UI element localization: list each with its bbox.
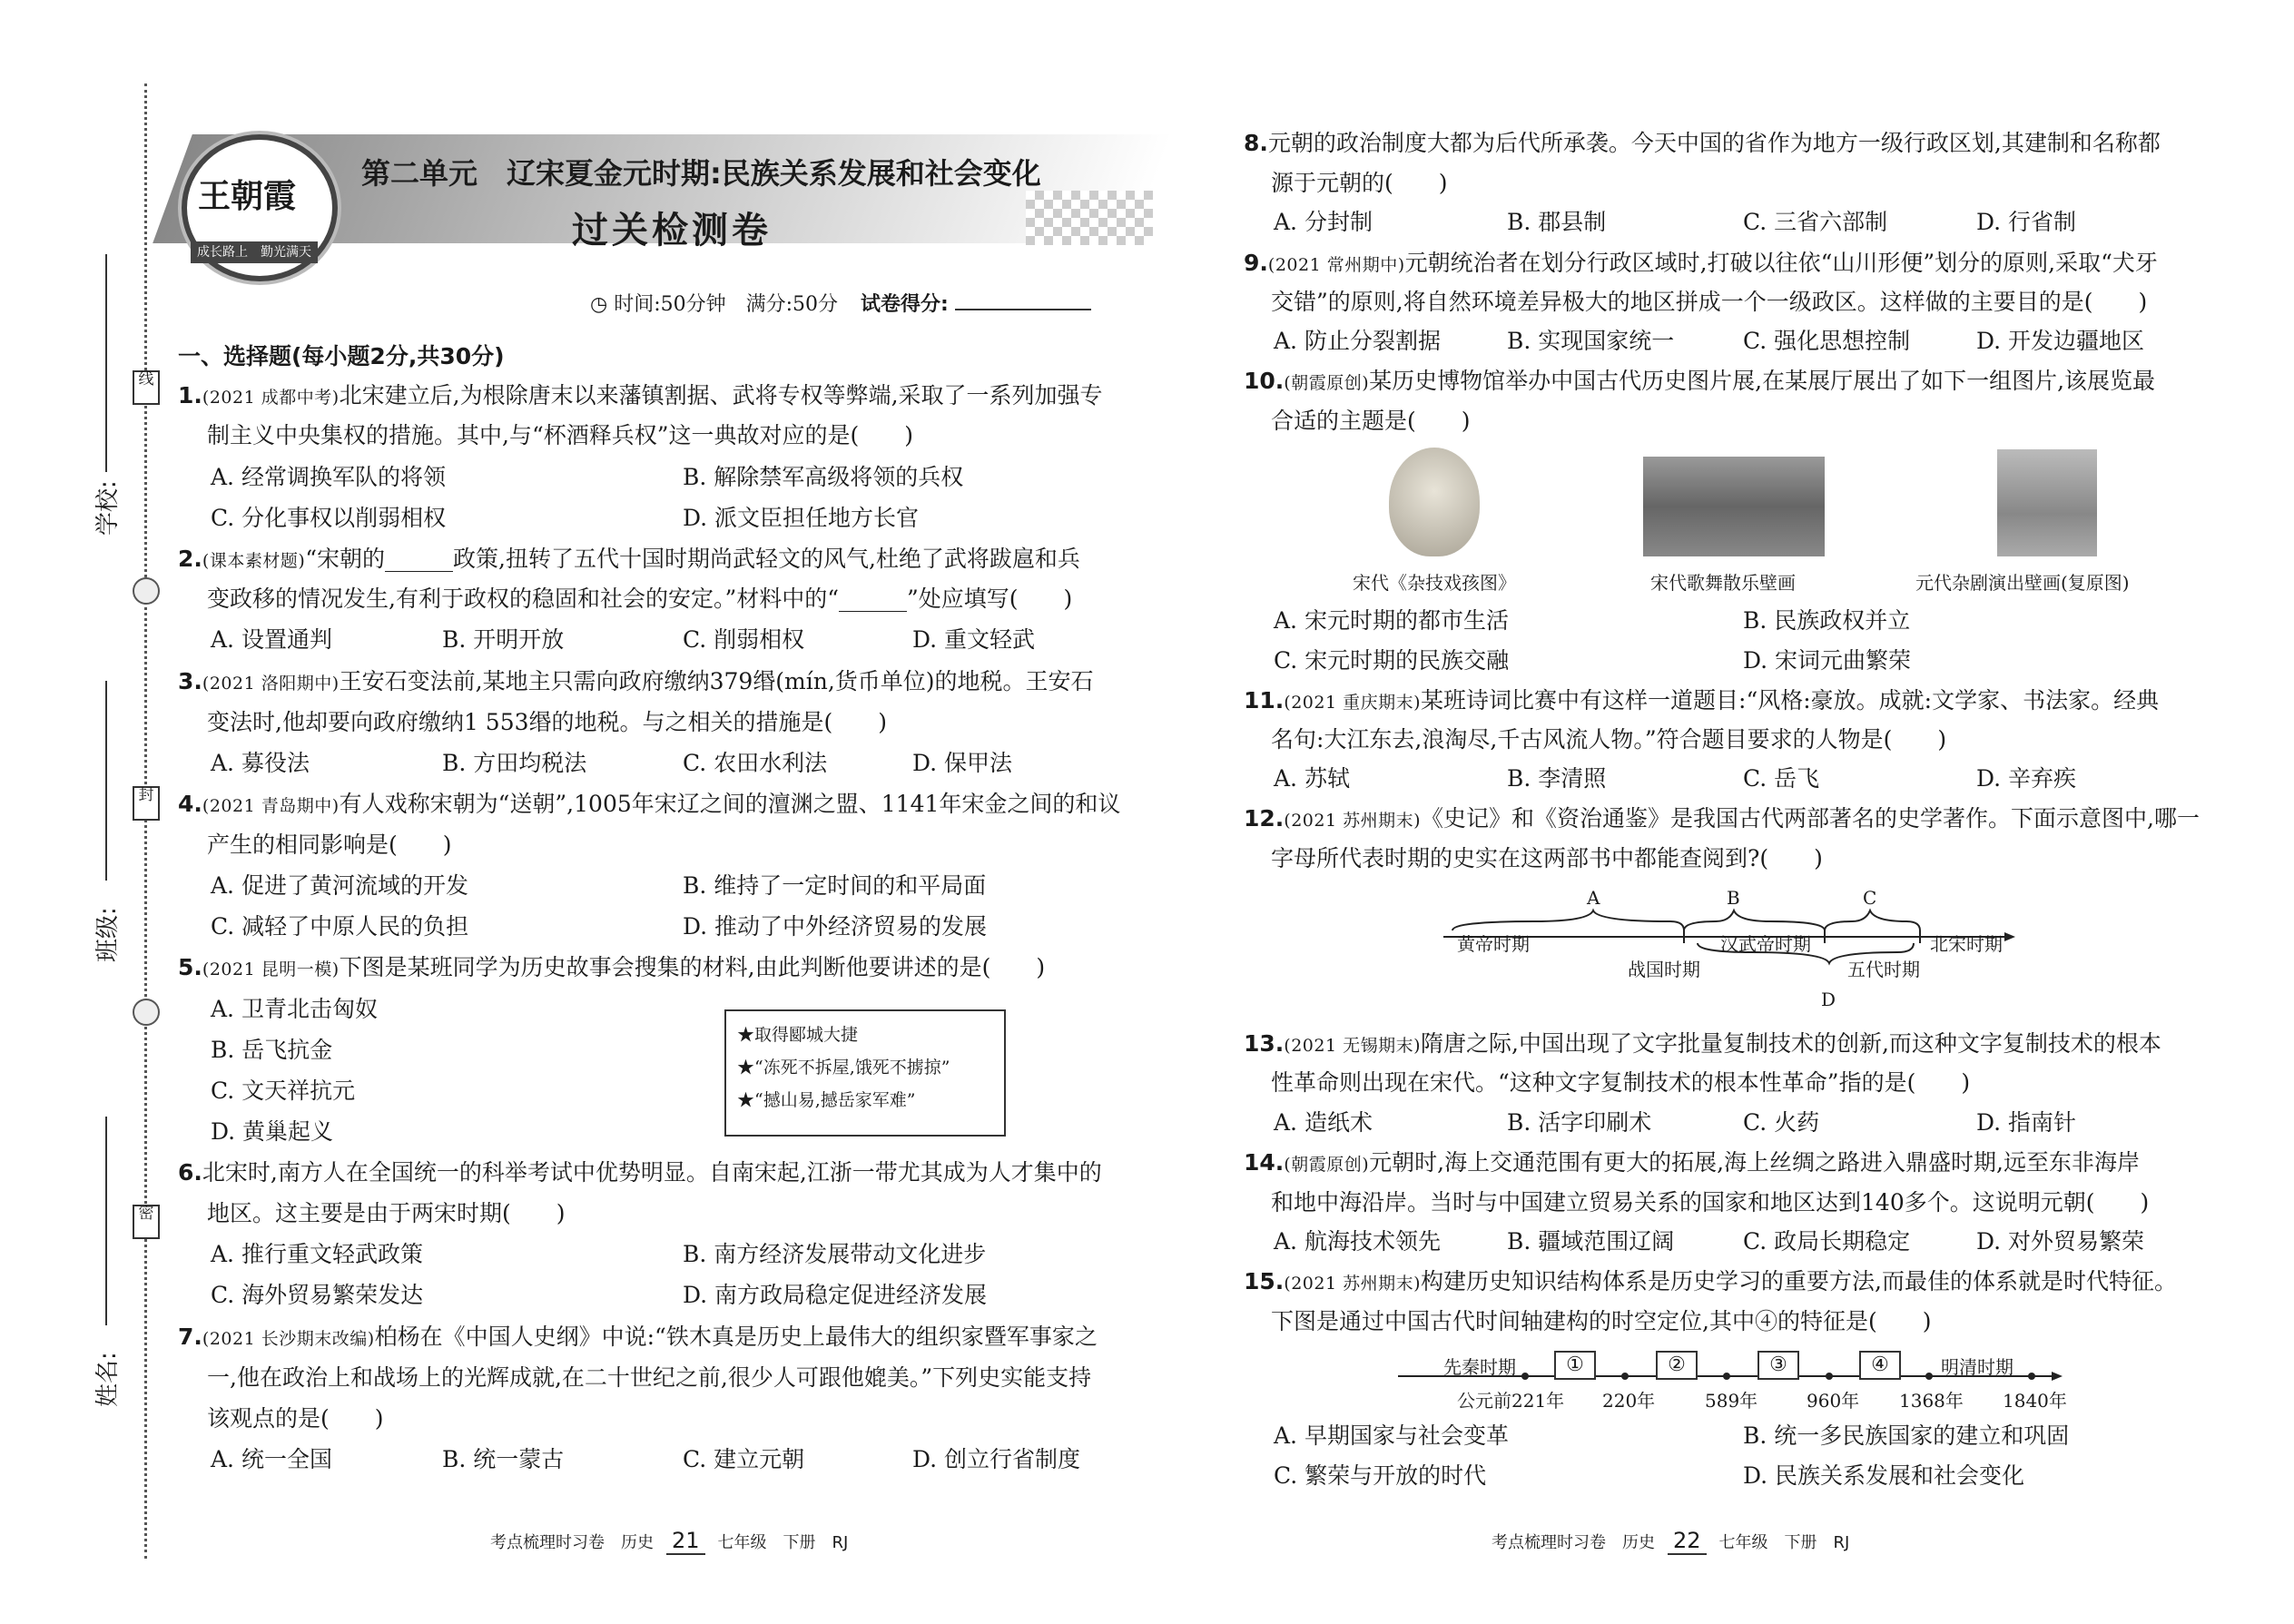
q14-option-c[interactable]: C. 政局长期稳定 (1743, 1228, 1911, 1255)
timeline-period-wudai: 五代时期 (1847, 959, 1920, 980)
image-caption-3: 元代杂剧演出壁画(复原图) (1915, 572, 2130, 594)
timeline-label-a: A (1587, 887, 1600, 909)
question-6-line2: 地区。这主要是由于两宋时期( ) (207, 1200, 566, 1226)
timeline-box-2: ② (1656, 1351, 1698, 1380)
timeline-box-3: ③ (1757, 1351, 1799, 1380)
image-caption-1: 宋代《杂技戏孩图》 (1353, 572, 1516, 594)
q14-option-a[interactable]: A. 航海技术领先 (1274, 1228, 1441, 1255)
test-title: 过关检测卷 (572, 210, 772, 251)
footer-left: 考点梳理时习卷 历史 21 七年级 下册 RJ (490, 1528, 849, 1553)
logo: 王朝霞 成长路上 勤光满天 (172, 134, 354, 271)
q5-option-b[interactable]: B. 岳飞抗金 (211, 1037, 333, 1063)
timeline-period-beisong: 北宋时期 (1930, 933, 2003, 955)
binding-mark-mi: 密 (133, 1205, 160, 1239)
name-blank-line (105, 1117, 107, 1325)
school-label: 学校: (94, 480, 122, 536)
q8-option-d[interactable]: D. 行省制 (1976, 209, 2077, 235)
q15-option-c[interactable]: C. 繁荣与开放的时代 (1274, 1462, 1487, 1489)
timeline-label-c: C (1863, 887, 1877, 909)
q14-option-d[interactable]: D. 对外贸易繁荣 (1976, 1228, 2145, 1255)
timeline-box-1: ① (1554, 1351, 1596, 1380)
song-dance-mural-image (1643, 457, 1825, 556)
image-caption-2: 宋代歌舞散乐壁画 (1650, 572, 1796, 594)
binding-ornament-icon (133, 577, 160, 605)
section-title: 一、选择题(每小题2分,共30分) (178, 343, 505, 369)
page-number-right: 22 (1668, 1528, 1707, 1555)
question-11-line1: 11.(2021 重庆期末)某班诗词比赛中有这样一道题目:“风格:豪放。成就:文学家、书法家。经典 (1244, 687, 2160, 714)
q9-option-c[interactable]: C. 强化思想控制 (1743, 328, 1911, 354)
question-2-line2: 变政移的情况发生,有利于政权的稳固和社会的安定。”材料中的“______”处应填写( ) (207, 586, 1073, 612)
question-1-line2: 制主义中央集权的措施。其中,与“杯酒释兵权”这一典故对应的是( ) (207, 422, 914, 448)
clock-icon: ◷ (590, 293, 608, 316)
timeline-year-589: 589年 (1705, 1390, 1758, 1412)
q13-option-a[interactable]: A. 造纸术 (1274, 1109, 1373, 1136)
q7-option-a[interactable]: A. 统一全国 (211, 1446, 332, 1472)
page-number-left: 21 (666, 1528, 705, 1555)
q10-option-a[interactable]: A. 宋元时期的都市生活 (1274, 607, 1509, 634)
q7-option-b[interactable]: B. 统一蒙古 (442, 1446, 565, 1472)
q10-option-c[interactable]: C. 宋元时期的民族交融 (1274, 647, 1510, 674)
q8-option-c[interactable]: C. 三省六部制 (1743, 209, 1888, 235)
question-8-line2: 源于元朝的( ) (1271, 170, 1448, 196)
q2-option-d[interactable]: D. 重文轻武 (912, 626, 1036, 653)
timeline-year-1840: 1840年 (2003, 1390, 2067, 1412)
question-10-line1: 10.(朝霞原创)某历史博物馆举办中国古代历史图片展,在某展厅展出了如下一组图片,该展览最 (1244, 368, 2156, 394)
question-7-line2: 一,他在政治上和战场上的光辉成就,在二十世纪之前,很少人可跟他媲美。”下列史实能支持 (207, 1364, 1092, 1391)
q9-option-a[interactable]: A. 防止分裂割据 (1274, 328, 1441, 354)
q7-option-c[interactable]: C. 建立元朝 (683, 1446, 805, 1472)
q15-option-b[interactable]: B. 统一多民族国家的建立和巩固 (1743, 1422, 2070, 1449)
q5-material-note: ★取得郾城大捷 ★“冻死不拆屋,饿死不掳掠” ★“撼山易,撼岳家军难” (724, 1009, 1006, 1137)
q11-option-c[interactable]: C. 岳飞 (1743, 765, 1820, 792)
yuan-opera-mural-image (1997, 449, 2097, 556)
question-2-line1: 2.(课本素材题)“宋朝的______政策,扭转了五代十国时期尚武轻文的风气,杜绝了武将跋扈和兵 (178, 546, 1080, 572)
q3-option-a[interactable]: A. 募役法 (211, 750, 310, 776)
question-4-line2: 产生的相同影响是( ) (207, 832, 452, 858)
question-14-line1: 14.(朝霞原创)元朝时,海上交通范围有更大的拓展,海上丝绸之路进入鼎盛时期,远至东非海岸 (1244, 1149, 2140, 1176)
timeline-year-220: 220年 (1602, 1390, 1656, 1412)
question-9-line1: 9.(2021 常州期中)元朝统治者在划分行政区域时,打破以往依“山川形便”划分的原则,采取“犬牙 (1244, 250, 2158, 276)
question-7-line3: 该观点的是( ) (207, 1405, 384, 1432)
q2-option-b[interactable]: B. 开明开放 (442, 626, 565, 653)
timeline-period-hanwudi: 汉武帝时期 (1720, 933, 1811, 955)
q13-option-c[interactable]: C. 火药 (1743, 1109, 1820, 1136)
checker-pattern (1026, 191, 1153, 245)
q11-option-b[interactable]: B. 李清照 (1507, 765, 1607, 792)
q15-option-a[interactable]: A. 早期国家与社会变革 (1274, 1422, 1509, 1449)
question-15-line1: 15.(2021 苏州期末)构建历史知识结构体系是历史学习的重要方法,而最佳的体系就是时代特征。 (1244, 1268, 2177, 1294)
question-14-line2: 和地中海沿岸。当时与中国建立贸易关系的国家和地区达到140多个。这说明元朝( ) (1271, 1189, 2150, 1216)
timeline-box-4: ④ (1859, 1351, 1901, 1380)
q4-option-d[interactable]: D. 推动了中外经济贸易的发展 (683, 913, 988, 940)
q3-option-c[interactable]: C. 农田水利法 (683, 750, 828, 776)
q6-option-c[interactable]: C. 海外贸易繁荣发达 (211, 1282, 424, 1308)
q2-option-c[interactable]: C. 削弱相权 (683, 626, 805, 653)
score-label: 试卷得分: (861, 293, 949, 316)
q1-option-a[interactable]: A. 经常调换军队的将领 (211, 464, 446, 490)
timeline-year-221bc: 公元前221年 (1457, 1390, 1565, 1412)
question-12-line1: 12.(2021 苏州期末)《史记》和《资治通鉴》是我国古代两部著名的史学著作。下面示意图中,哪一 (1244, 805, 2200, 832)
q7-option-d[interactable]: D. 创立行省制度 (912, 1446, 1081, 1472)
class-blank-line (105, 681, 107, 881)
timeline-label-b: B (1727, 887, 1740, 909)
question-1-line1: 1.(2021 成都中考)北宋建立后,为根除唐末以来藩镇割据、武将专权等弊端,采取了一系列加强专 (178, 382, 1103, 408)
class-label: 班级: (94, 907, 122, 962)
q4-option-a[interactable]: A. 促进了黄河流域的开发 (211, 872, 468, 899)
question-9-line2: 交错”的原则,将自然环境差异极大的地区拼成一个一级政区。这样做的主要目的是( ) (1271, 289, 2148, 315)
q1-option-b[interactable]: B. 解除禁军高级将领的兵权 (683, 464, 964, 490)
q5-option-a[interactable]: A. 卫青北击匈奴 (211, 996, 378, 1022)
question-3-line2: 变法时,他却要向政府缴纳1 553缗的地税。与之相关的措施是( ) (207, 709, 888, 735)
q8-option-a[interactable]: A. 分封制 (1274, 209, 1373, 235)
q5-option-c[interactable]: C. 文天祥抗元 (211, 1078, 356, 1104)
question-7-line1: 7.(2021 长沙期末改编)柏杨在《中国人史纲》中说:“铁木真是历史上最伟大的组织家暨军事家之 (178, 1324, 1098, 1350)
test-info: ◷ 时间:50分钟 满分:50分 试卷得分: (590, 289, 1091, 317)
q6-option-a[interactable]: A. 推行重文轻武政策 (211, 1241, 423, 1267)
question-10-line2: 合适的主题是( ) (1271, 408, 1471, 434)
question-4-line1: 4.(2021 青岛期中)有人戏称宋朝为“送朝”,1005年宋辽之间的澶渊之盟、1141年宋金之间的和议 (178, 791, 1121, 817)
binding-ornament-icon (133, 999, 160, 1026)
q1-option-d[interactable]: D. 派文臣担任地方长官 (683, 505, 920, 531)
question-11-line2: 名句:大江东去,浪淘尽,千古风流人物。”符合题目要求的人物是( ) (1271, 726, 1947, 753)
q15-option-d[interactable]: D. 民族关系发展和社会变化 (1743, 1462, 2025, 1489)
q6-option-d[interactable]: D. 南方政局稳定促进经济发展 (683, 1282, 988, 1308)
question-3-line1: 3.(2021 洛阳期中)王安石变法前,某地主只需向政府缴纳379缗(mín,货币单位)的地税。王安石 (178, 668, 1094, 694)
question-8-line1: 8.元朝的政治制度大都为后代所承袭。今天中国的省作为地方一级行政区划,其建制和名称都 (1244, 130, 2161, 156)
q3-option-d[interactable]: D. 保甲法 (912, 750, 1013, 776)
song-acrobatics-painting-image (1389, 448, 1480, 556)
question-15-line2: 下图是通过中国古代时间轴建构的时空定位,其中④的特征是( ) (1271, 1308, 1932, 1334)
q13-option-b[interactable]: B. 活字印刷术 (1507, 1109, 1652, 1136)
binding-mark-feng: 封 (133, 786, 160, 821)
binding-mark-xian: 线 (133, 370, 160, 405)
binding-dotted-line (144, 84, 147, 1559)
q14-option-b[interactable]: B. 疆域范围辽阔 (1507, 1228, 1675, 1255)
q8-option-b[interactable]: B. 郡县制 (1507, 209, 1607, 235)
q13-option-d[interactable]: D. 指南针 (1976, 1109, 2077, 1136)
timeline-label-d: D (1821, 989, 1836, 1010)
question-12-line2: 字母所代表时期的史实在这两部书中都能查阅到?( ) (1271, 845, 1823, 871)
question-13-line2: 性革命则出现在宋代。“这种文字复制技术的根本性革命”指的是( ) (1271, 1069, 1971, 1096)
q10-option-d[interactable]: D. 宋词元曲繁荣 (1743, 647, 1912, 674)
question-6-line1: 6.北宋时,南方人在全国统一的科举考试中优势明显。自南宋起,江浙一带尤其成为人才集中的 (178, 1159, 1102, 1186)
q2-option-a[interactable]: A. 设置通判 (211, 626, 332, 653)
score-blank[interactable] (955, 309, 1091, 310)
q1-option-c[interactable]: C. 分化事权以削弱相权 (211, 505, 447, 531)
q6-option-b[interactable]: B. 南方经济发展带动文化进步 (683, 1241, 987, 1267)
q3-option-b[interactable]: B. 方田均税法 (442, 750, 587, 776)
q9-option-b[interactable]: B. 实现国家统一 (1507, 328, 1675, 354)
timeline-year-1368: 1368年 (1899, 1390, 1964, 1412)
q4-option-c[interactable]: C. 减轻了中原人民的负担 (211, 913, 469, 940)
timeline-year-960: 960年 (1807, 1390, 1860, 1412)
q4-option-b[interactable]: B. 维持了一定时间的和平局面 (683, 872, 987, 899)
unit-title: 第二单元 辽宋夏金元时期:民族关系发展和社会变化 (361, 156, 1041, 191)
timeline-ming-qing: 明清时期 (1941, 1356, 2013, 1378)
footer-right: 考点梳理时习卷 历史 22 七年级 下册 RJ (1492, 1528, 1850, 1553)
q11-option-d[interactable]: D. 辛弃疾 (1976, 765, 2077, 792)
q9-option-d[interactable]: D. 开发边疆地区 (1976, 328, 2145, 354)
question-5-line1: 5.(2021 昆明一模)下图是某班同学为历史故事会搜集的材料,由此判断他要讲述的是( ) (178, 954, 1046, 980)
timeline-period-zhanguo: 战国时期 (1628, 959, 1700, 980)
q11-option-a[interactable]: A. 苏轼 (1274, 765, 1350, 792)
school-blank-line (105, 254, 107, 472)
q10-option-b[interactable]: B. 民族政权并立 (1743, 607, 1911, 634)
timeline-period-huangdi: 黄帝时期 (1457, 933, 1530, 955)
name-label: 姓名: (94, 1352, 122, 1407)
timeline-pre-qin: 先秦时期 (1443, 1356, 1516, 1378)
question-13-line1: 13.(2021 无锡期末)隋唐之际,中国出现了文字批量复制技术的创新,而这种文字复制技术的根本 (1244, 1030, 2161, 1057)
q5-option-d[interactable]: D. 黄巢起义 (211, 1118, 334, 1145)
